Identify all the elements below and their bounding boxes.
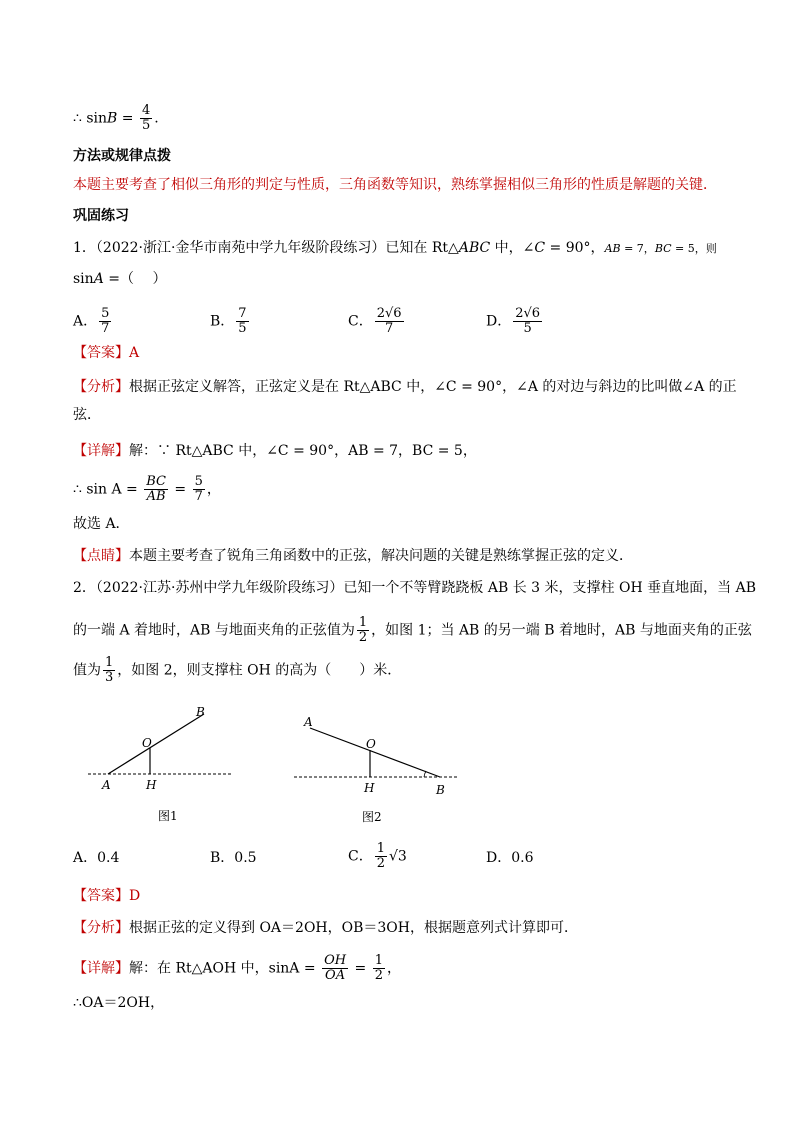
figure-2-seesaw <box>290 710 465 805</box>
q1-detail-line3: 故选 A． <box>73 516 130 532</box>
label-o: O <box>366 737 376 751</box>
label-b: B <box>436 783 445 797</box>
q1-stem-line1: 1．（2022·浙江·金华市南苑中学九年级阶段练习）已知在 Rt△ABC 中，∠C = 90°，AB = 7，BC = 5，则 <box>73 240 717 256</box>
method-heading: 方法或规律点拨 <box>73 148 171 164</box>
q2-option-a: A．0.4 <box>73 850 120 866</box>
figure-1-caption: 图1 <box>158 809 178 823</box>
sinB-result-line: ∴ sinB = $\frac{4}{5}$ . <box>73 103 159 133</box>
label-h: H <box>364 781 375 795</box>
fraction-4-5: $\frac{4}{5}$ <box>141 103 151 133</box>
q2-analysis: 【分析】根据正弦的定义得到 OA＝2OH，OB＝3OH，根据题意列式计算即可． <box>73 920 578 936</box>
equals-sign: = <box>117 110 138 127</box>
q2-stem-line1: 2．（2022·江苏·苏州中学九年级阶段练习）已知一个不等臂跷跷板 AB 长 3 米，支撑柱 OH 垂直地面，当 AB <box>73 580 756 596</box>
label-a: A <box>102 778 111 792</box>
q1-detail-line2: ∴ sin A = $\frac{BC}{AB}$ = $\frac{5}{7}$ ， <box>73 474 221 504</box>
q1-option-d: D． $\frac{2√6}{5}$ <box>486 306 541 336</box>
label-b: B <box>196 705 205 719</box>
q2-answer: 【答案】D <box>73 888 141 904</box>
q2-option-c: C． $\frac{1}{2}$ √3 <box>348 841 407 871</box>
q2-detail-line2: ∴OA＝2OH， <box>73 995 165 1011</box>
therefore-sin-text: ∴ sin <box>73 110 108 127</box>
q2-option-b: B．0.5 <box>210 850 257 866</box>
figure-1-seesaw <box>80 700 240 800</box>
label-a: A <box>304 715 313 729</box>
q1-stem-line2: sinA =（ ） <box>73 271 167 287</box>
label-h: H <box>146 778 157 792</box>
q2-option-d: D．0.6 <box>486 850 534 866</box>
q1-option-a: A． $\frac{5}{7}$ <box>73 306 110 336</box>
label-o: O <box>142 736 152 750</box>
board-ab <box>108 714 204 774</box>
q1-analysis-line1: 【分析】根据正弦定义解答，正弦定义是在 Rt△ABC 中，∠C = 90°，∠A 的对边与斜边的比叫做∠A 的正 <box>73 379 737 395</box>
board-ab <box>310 728 440 777</box>
q1-option-b: B． $\frac{7}{5}$ <box>210 306 247 336</box>
q2-stem-line2: 的一端 A 着地时，AB 与地面夹角的正弦值为 $\frac{1}{2}$ ，如图 1；当 AB 的另一端 B 着地时，AB 与地面夹角的正弦 <box>73 615 752 645</box>
q1-option-c: C． $\frac{2√6}{7}$ <box>348 306 402 336</box>
q1-comment: 【点睛】本题主要考查了锐角三角函数中的正弦，解决问题的关键是熟练掌握正弦的定义． <box>73 548 633 564</box>
practice-heading: 巩固练习 <box>73 208 129 224</box>
q1-analysis-line2: 弦． <box>73 407 101 423</box>
figure-2-caption: 图2 <box>362 810 382 824</box>
q2-detail-line1: 【详解】解：在 Rt△AOH 中，sinA = $\frac{OH}{OA}$ = $\frac{1}{2}$ ， <box>73 953 401 983</box>
q1-detail-line1: 【详解】解：∵ Rt△ABC 中，∠C = 90°，AB = 7，BC = 5， <box>73 443 477 459</box>
q2-stem-line3: 值为 $\frac{1}{3}$ ，如图 2，则支撑柱 OH 的高为（ ）米． <box>73 655 402 685</box>
q1-answer: 【答案】A <box>73 345 140 361</box>
method-text: 本题主要考查了相似三角形的判定与性质，三角函数等知识，熟练掌握相似三角形的性质是解题的关键． <box>73 177 717 193</box>
angle-b: B <box>107 110 118 127</box>
